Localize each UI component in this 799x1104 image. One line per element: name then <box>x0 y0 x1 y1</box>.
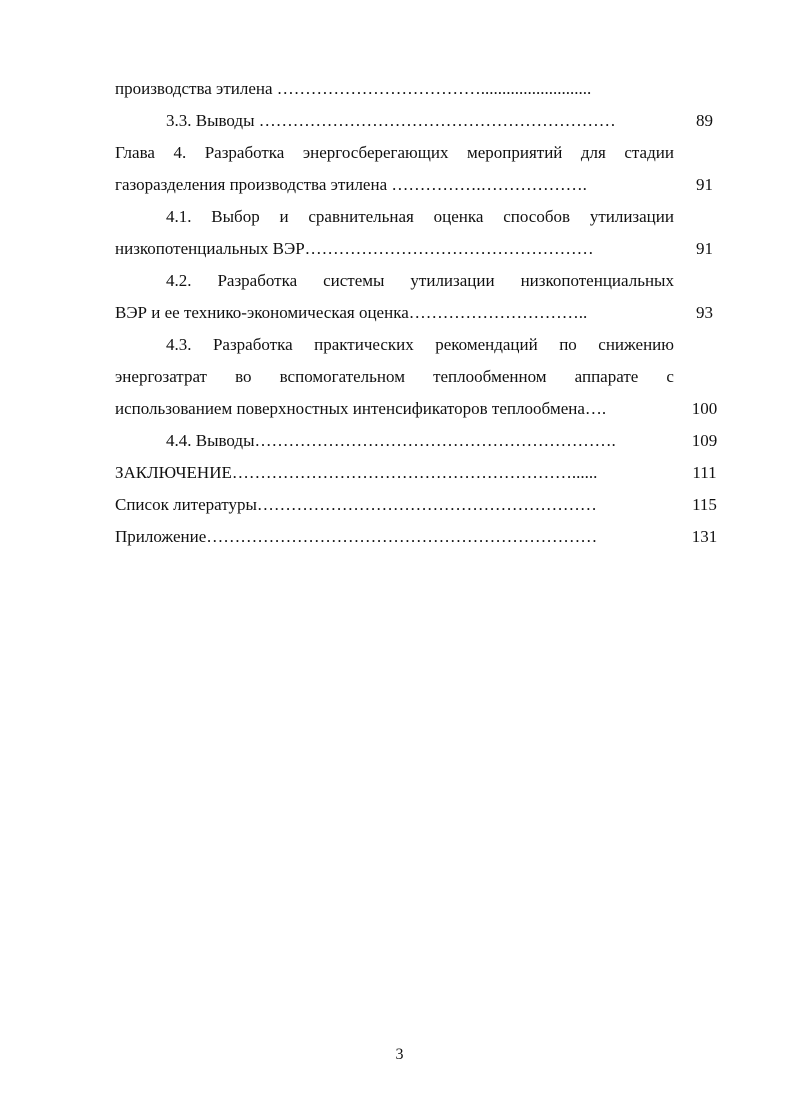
word: Глава <box>115 143 155 162</box>
word: 4.3. <box>166 335 192 354</box>
word: для <box>580 143 606 162</box>
word: утилизации <box>410 271 495 290</box>
word: системы <box>323 271 385 290</box>
page-number-footer: 3 <box>395 1046 404 1063</box>
word: сравнительная <box>308 207 414 226</box>
toc-entry-text: производства этилена ……………………………….......................... <box>115 79 592 98</box>
word: теплообменном <box>433 367 547 386</box>
word: Разработка <box>204 143 285 162</box>
toc-entry-justified-line <box>166 335 674 355</box>
toc-entry-text: 3.3. Выводы ……………………………………………………… <box>166 111 616 130</box>
word: снижению <box>598 335 674 354</box>
toc-entry-justified-line <box>115 367 674 387</box>
word: способов <box>503 207 571 226</box>
word: Разработка <box>212 335 293 354</box>
word: 4.2. <box>166 271 192 290</box>
word: мероприятий <box>466 143 563 162</box>
word: Разработка <box>217 271 298 290</box>
toc-entry-text: низкопотенциальных ВЭР…………………………………………… <box>115 239 594 258</box>
toc-page-number: 91 <box>696 239 713 258</box>
toc-entry-text: ЗАКЛЮЧЕНИЕ……………………………………………………...... <box>115 463 598 482</box>
toc-page-number: 111 <box>692 463 717 482</box>
word: энергозатрат <box>115 367 207 386</box>
toc-entry-text: Список литературы…………………………………………………… <box>115 495 597 514</box>
word: 4.1. <box>166 207 192 226</box>
word: практических <box>314 335 414 354</box>
word: Выбор <box>211 207 260 226</box>
word: утилизации <box>589 207 674 226</box>
toc-entry-text: газоразделения производства этилена …………….………………. <box>115 175 587 194</box>
toc-entry-text: 4.4. Выводы………………………………………………………. <box>166 431 616 450</box>
word: 4. <box>173 143 187 162</box>
toc-page-number: 93 <box>696 303 713 322</box>
toc-entry-justified-line <box>166 271 674 291</box>
toc-page-number: 109 <box>691 431 718 450</box>
toc-page-number: 100 <box>691 399 718 418</box>
toc-entry-text: ВЭР и ее технико-экономическая оценка………………………….. <box>115 303 588 322</box>
toc-entry-text: Приложение…………………………………………………………… <box>115 527 598 546</box>
word: с <box>666 367 674 386</box>
word: во <box>235 367 252 386</box>
word: вспомогательном <box>279 367 405 386</box>
toc-page-number: 89 <box>696 111 713 130</box>
toc-page-number: 131 <box>691 527 718 546</box>
word: аппарате <box>574 367 639 386</box>
toc-entry-text: использованием поверхностных интенсификаторов теплообмена…. <box>115 399 607 418</box>
word: по <box>559 335 577 354</box>
toc-entry-justified-line <box>166 207 674 227</box>
toc-entry-justified-line <box>115 143 674 163</box>
word: и <box>279 207 289 226</box>
toc-page-number: 91 <box>696 175 713 194</box>
toc-page-number: 115 <box>692 495 717 514</box>
word: стадии <box>624 143 674 162</box>
word: низкопотенциальных <box>520 271 674 290</box>
word: энергосберегающих <box>302 143 449 162</box>
word: оценка <box>433 207 484 226</box>
word: рекомендаций <box>435 335 538 354</box>
